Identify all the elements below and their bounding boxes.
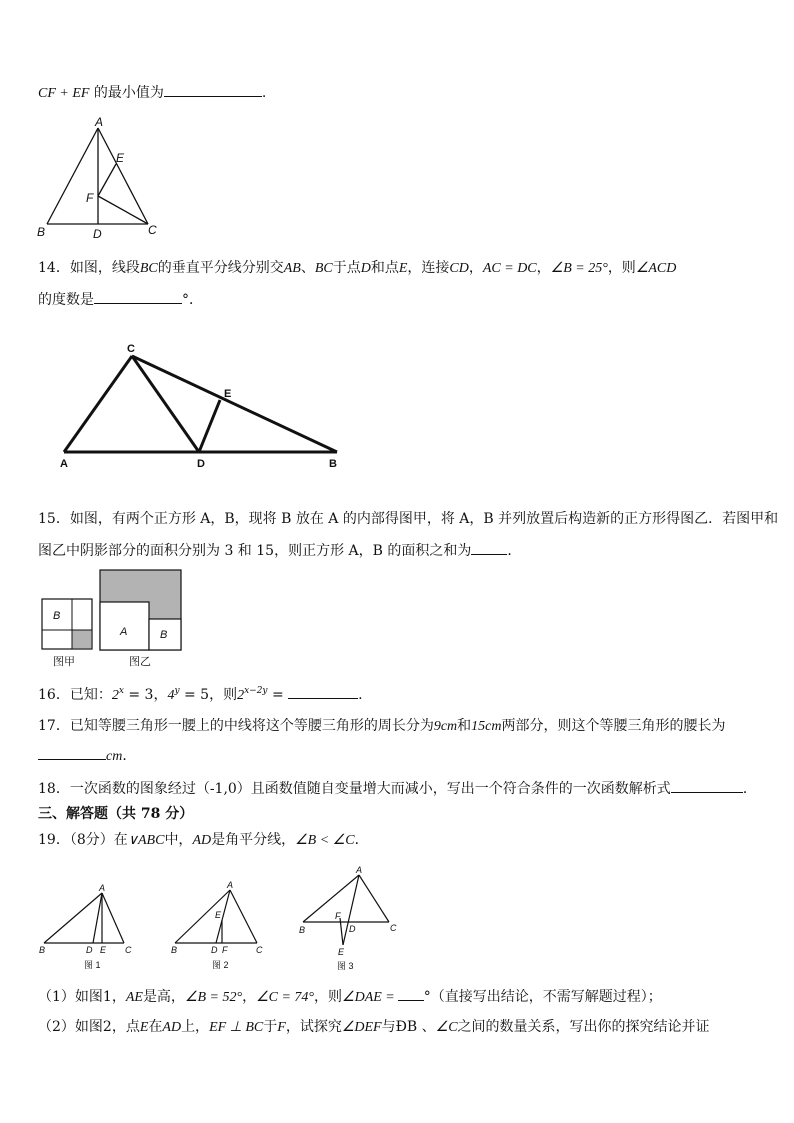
q15-line2-text: 图乙中阴影部分的面积分别为 3 和 15，则正方形 A，B 的面积之和为 (38, 543, 472, 559)
q19-f2-label-e: E (215, 910, 222, 920)
q14-t6: ， (536, 260, 551, 276)
q19-intro-c: 是角平分线， (211, 832, 296, 848)
q13-label-b: B (37, 225, 46, 239)
q16-base2: 4 (167, 688, 175, 703)
q16-base1: 2 (111, 688, 119, 703)
q19-part2 (38, 1017, 710, 1038)
q14-label-c: C (127, 343, 135, 355)
q17-text-a: 17．已知等腰三角形一腰上的中线将这个等腰三角形的周长分为 (38, 718, 434, 734)
q19-intro-a: 19．（8分）在 (38, 832, 128, 848)
q19-intro-d: ． (354, 832, 369, 848)
q19-f3-label-c: C (390, 923, 397, 933)
q19-f2-label-a: A (227, 880, 234, 890)
q16-exp2: y (174, 686, 180, 696)
q13-expr: CF + EF (38, 86, 90, 101)
q13-end: . (261, 85, 267, 101)
q14-label-d: D (197, 458, 205, 470)
q19-p1-angle-c: ∠C = 74° (256, 990, 315, 1005)
q14-eq1: AC = DC (482, 261, 537, 276)
q19-ad: AD (192, 833, 212, 848)
q15-end: ． (507, 543, 522, 559)
q15-yi-label-a: A (120, 626, 128, 638)
q17-u2: cm (485, 719, 502, 734)
q19-f3-label-e: E (338, 947, 345, 957)
q19-p2-c: 上， (181, 1019, 210, 1035)
q19-p2-d: 于 (263, 1019, 278, 1035)
q14-num: 14．如图，线段 (38, 260, 140, 276)
q17-end: ． (122, 748, 137, 764)
q13-label-e: E (116, 151, 125, 165)
q16-base3: 2 (237, 688, 245, 703)
q19-f1-label-c: C (125, 945, 132, 955)
q14-t1: 的垂直平分线分别交 (157, 260, 284, 276)
q19-p1-b: 是高， (142, 989, 185, 1005)
q16-eq1: = 3， (123, 687, 168, 703)
q19-p1-dae: ∠DAE = (342, 990, 395, 1005)
q16-num: 16．已知： (38, 687, 112, 703)
q18-text: 18．一次函数的图象经过（-1,0）且函数值随自变量增大而减小，写出一个符合条件的一次函数解析式 (38, 781, 671, 797)
q15-jia-label-b: B (53, 610, 61, 622)
q15-caption-jia: 图甲 (53, 656, 75, 668)
q14-t3: 和点 (370, 260, 399, 276)
q19-f1-label-d: D (86, 945, 93, 955)
q19-triangle: ∨ABC (127, 833, 165, 848)
q19-caption-fig1: 图 1 (84, 960, 101, 970)
q19-p1-ae: AE (125, 990, 143, 1005)
q19-p2-f: F (277, 1020, 286, 1035)
q17-v1: 9 (433, 719, 441, 734)
q19-f3-label-f: F (335, 911, 341, 921)
q14-bc: BC (139, 261, 158, 276)
q14-d: D (360, 261, 371, 276)
q13-label-c: C (148, 223, 157, 237)
q19-intro-b: 中， (164, 832, 193, 848)
q19-f3-label-d: D (349, 924, 356, 934)
q16-end: . (358, 687, 363, 703)
q19-caption-fig3: 图 3 (337, 961, 354, 971)
q19-p1-answer-blank[interactable] (398, 986, 424, 1001)
q17-v2: 15 (471, 719, 486, 734)
q19-p2-g: 之间的数量关系，写出你的探究结论并证 (457, 1019, 710, 1035)
q13-label-d: D (93, 227, 102, 241)
q19-p2-a: （2）如图2，点 (38, 1019, 140, 1035)
q14-t2: 于点 (332, 260, 361, 276)
q14-line2-text: 的度数是 (38, 292, 94, 308)
q17-u1: cm (440, 719, 458, 734)
q18-end: ． (742, 781, 757, 797)
q19-p1-c: ， (242, 989, 257, 1005)
q19-p2-ad: AD (162, 1020, 182, 1035)
q19-p1-d: ，则 (314, 989, 343, 1005)
q14-t5: ， (468, 260, 483, 276)
q19-p2-f2: 与ÐB 、 (381, 1019, 436, 1035)
q14-t7: ，则 (607, 260, 636, 276)
q19-part1 (38, 986, 662, 1008)
q19-p2-e2: ，试探究 (285, 1019, 342, 1035)
q19-f2-label-d: D (211, 945, 218, 955)
q15-yi-label-b: B (160, 629, 168, 641)
q16-exp3: x−2y (244, 686, 268, 696)
q19-f1-label-e: E (100, 945, 107, 955)
q19-f1-label-b: B (39, 945, 46, 955)
q15-line1: 15．如图，有两个正方形 A，B，现将 B 放在 A 的内部得图甲，将 A，B 并列放置后构造新的正方形得图乙．若图甲和 (38, 511, 779, 527)
q19-f1-label-a: A (99, 883, 106, 893)
q16-eq2: = 5，则 (179, 687, 238, 703)
q17-text-b: 两部分，则这个等腰三角形的腰长为 (501, 718, 726, 734)
q19-f2-label-f: F (222, 945, 228, 955)
q14-sep: 、 (300, 260, 315, 276)
q13-label-a: A (95, 115, 104, 129)
q19-p1-e: °（直接写出结论，不需写解题过程）； (423, 989, 662, 1005)
q19-compare: ∠B < ∠C (295, 833, 355, 848)
q19-p2-ef: EF ⊥ BC (209, 1020, 264, 1035)
q19-f2-label-b: B (171, 945, 178, 955)
q13-label-f: F (86, 191, 94, 205)
q17-unit: cm (106, 749, 123, 764)
q14-e: E (398, 261, 408, 276)
q19-p2-b: 在 (148, 1019, 163, 1035)
q16-eq3: = (267, 687, 289, 703)
q19-caption-fig2: 图 2 (212, 960, 229, 970)
q14-label-b: B (329, 458, 337, 470)
q19-f3-label-a: A (356, 865, 363, 875)
q19-p1-a: （1）如图1， (38, 989, 126, 1005)
q14-acd: ∠ACD (635, 261, 677, 276)
q14-end: °． (182, 292, 203, 308)
q14-bc2: BC (314, 261, 333, 276)
q15-caption-yi: 图乙 (129, 656, 151, 668)
q14-label-e: E (224, 388, 232, 400)
q19-p1-angle-b: ∠B = 52° (184, 990, 243, 1005)
q14-eq2: ∠B = 25° (550, 261, 608, 276)
q14-label-a: A (60, 458, 68, 470)
q19-p2-e: E (139, 1020, 149, 1035)
q19-p2-def: ∠DEF (341, 1020, 382, 1035)
q14-t4: ，连接 (407, 260, 450, 276)
section-title: 三、解答题（共 78 分） (38, 806, 194, 822)
q19-f2-label-c: C (256, 945, 263, 955)
q19-f3-label-b: B (299, 925, 306, 935)
q14-cd: CD (449, 261, 469, 276)
q16-exp1: x (118, 686, 124, 696)
q17-mid: 和 (457, 718, 472, 734)
q13-text: 的最小值为 (93, 85, 164, 101)
q19-p2-c2: ∠C (435, 1020, 458, 1035)
q14-ab: AB (283, 261, 301, 276)
